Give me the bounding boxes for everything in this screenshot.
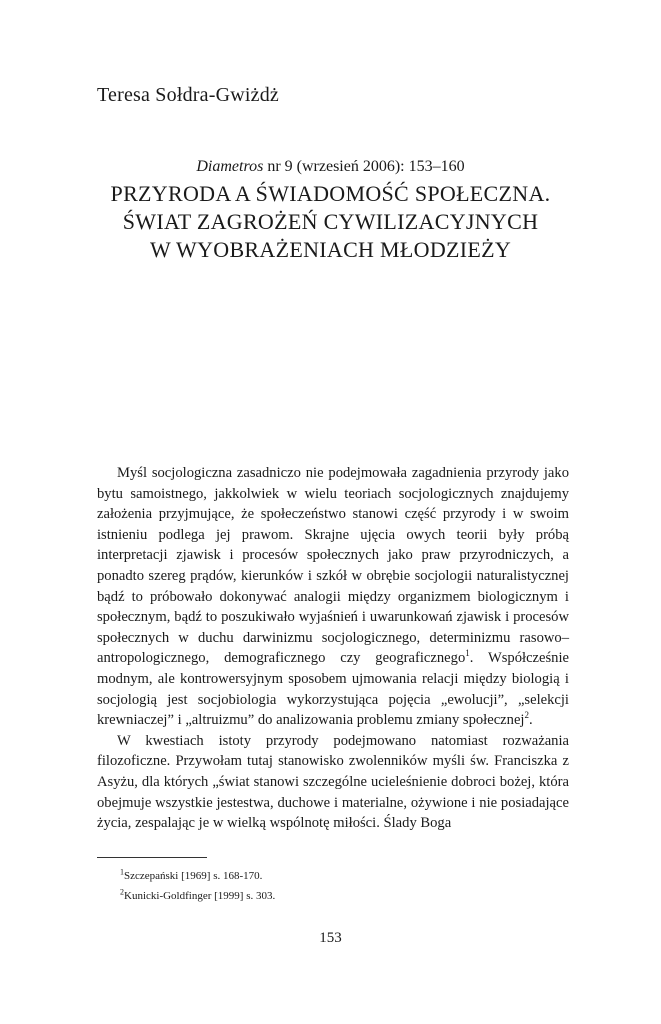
article-title bbox=[0, 180, 661, 264]
footnote-mark-2: 2 bbox=[120, 887, 124, 897]
title-line-3: W WYOBRAŻENIACH MŁODZIEŻY bbox=[149, 237, 512, 262]
citation-line bbox=[0, 158, 661, 176]
issue-info: nr 9 (wrzesień 2006): 153–160 bbox=[263, 158, 465, 175]
footnote-text-2: Kunicki-Goldfinger [1999] s. 303. bbox=[124, 890, 276, 902]
footnote-mark-1: 1 bbox=[120, 867, 124, 877]
footnote-ref-2: 2 bbox=[524, 710, 529, 721]
footnote-divider bbox=[97, 857, 207, 858]
footnote-2 bbox=[120, 886, 275, 906]
journal-name: Diametros bbox=[196, 158, 264, 175]
footnote-text-1: Szczepański [1969] s. 168-170. bbox=[124, 870, 263, 882]
title-line-1: PRZYRODA A ŚWIADOMOŚĆ SPOŁECZNA. bbox=[110, 181, 551, 206]
title-line-2: ŚWIAT ZAGROŻEŃ CYWILIZACYJNYCH bbox=[122, 209, 539, 234]
paragraph-2: W kwestiach istoty przyrody podejmowano natomiast rozważania filozoficzne. Przywołam tutaj stanowisko zwolenników myśli św. Franciszka z Asyżu, dla których „świat stanowi szczególne ucieleśnienie dobroci bożej, która obejmuje wszystkie jestestwa, duchowe i materialne, ożywione i nie posiadające życia, zespalając je w wielką wspólnotę miłości. Ślady Boga bbox=[97, 732, 569, 832]
paragraph-1-part-a: Myśl socjologiczna zasadniczo nie podejmowała zagadnienia przyrody jako bytu samoistnego, jakkolwiek w wielu teoriach socjologicznych znajdujemy założenia przyjmujące, że społeczeństwo stanowi część przyrody i w swoim istnieniu podlega jej prawom. Skrajne ujęcia owych teorii były próbą interpretacji zjawisk i procesów społecznych jako praw przyrodniczych, a ponadto szereg prądów, kierunków i szkół w obrębie socjologii naturalistycznej bądź to próbowało dokonywać analogii między organizmem biologicznym i społecznym, bądź to poszukiwało wyjaśnień i uwarunkowań zjawisk i procesów społecznych w duchu darwinizmu socjologicznego, determinizmu rasowo–antropologicznego, demograficznego czy geograficznego bbox=[97, 465, 569, 667]
author-name: Teresa Sołdra-Gwiżdż bbox=[97, 84, 279, 106]
footnotes bbox=[120, 866, 275, 906]
footnote-1 bbox=[120, 866, 275, 886]
body-text bbox=[97, 463, 569, 834]
page-number: 153 bbox=[319, 930, 342, 946]
footnote-ref-1: 1 bbox=[465, 648, 470, 659]
paragraph-1-part-c: . bbox=[529, 712, 533, 729]
paragraph-1-part-b: . Współcześnie modnym, ale kontrowersyjnym sposobem ujmowania relacji między biologią i socjologią jest socjobiologia wykorzystująca pojęcia „ewolucji”, „selekcji krewniaczej” i „altruizmu” do analizowania problemu zmiany społecznej bbox=[97, 650, 570, 729]
paragraph-1 bbox=[97, 463, 569, 731]
